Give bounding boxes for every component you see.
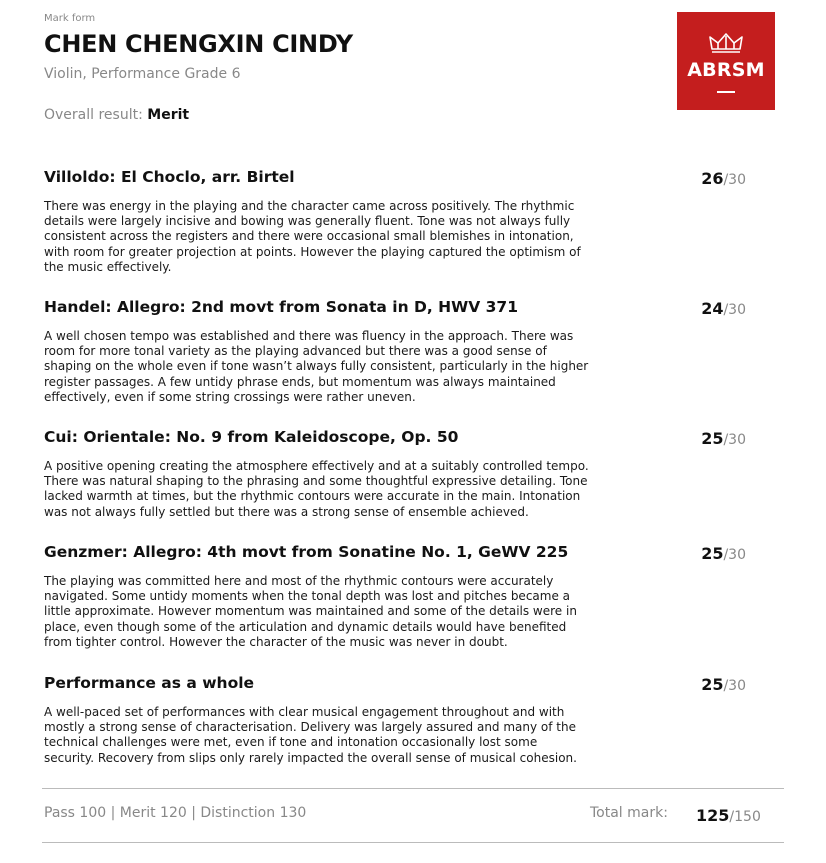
piece-score [701, 675, 746, 694]
piece-section [44, 543, 756, 650]
piece-section [44, 168, 756, 275]
overall-result-label: Overall result: [44, 107, 143, 123]
footer-divider-bottom [42, 842, 784, 843]
piece-title: Handel: Allegro: 2nd movt from Sonata in D, HWV 371 [44, 298, 518, 316]
exam-subtitle: Violin, Performance Grade 6 [44, 66, 241, 82]
piece-mark: 24 [701, 299, 724, 318]
abrsm-wordmark: ABRSM [687, 59, 765, 81]
piece-max-mark: /30 [723, 678, 746, 694]
examiner-comment: A positive opening creating the atmosphere effectively and at a suitably controlled tempo. There was natural shaping to the phrasing and some thoughtful expressive detailing. Tone lacked warmth at times, but the rhythmic contours were accurate in the main. Intonation was not always fully settled but there was a strong sense of ensemble achieved. [44, 459, 589, 519]
piece-score [701, 169, 746, 188]
document-type-label: Mark form [44, 13, 96, 24]
examiner-comment: The playing was committed here and most of the rhythmic contours were accurately navigated. Some untidy moments when the tonal depth was lost and pitches became a little approximate. However momentum was maintained and some of the details were in place, even though some of the articulation and dynamic details would have benefited from tighter control. However the character of the music was never in doubt. [44, 574, 577, 649]
piece-max-mark: /30 [723, 432, 746, 448]
piece-mark: 25 [701, 675, 724, 694]
abrsm-logo [677, 12, 775, 110]
piece-score [701, 544, 746, 563]
piece-score [701, 429, 746, 448]
crown-icon [707, 32, 745, 54]
examiner-comment: A well-paced set of performances with clear musical engagement throughout and with mostly a strong sense of characterisation. Delivery was largely assured and many of the technical challenges were met, even if tone and intonation occasionally lost some security. Recovery from slips only rarely impacted the overall sense of musical cohesion. [44, 705, 577, 765]
logo-underline [717, 91, 735, 93]
overall-result-value: Merit [147, 107, 190, 123]
piece-title: Cui: Orientale: No. 9 from Kaleidoscope, Op. 50 [44, 428, 459, 446]
candidate-name: CHEN CHENGXIN CINDY [44, 30, 353, 58]
examiner-comment: A well chosen tempo was established and there was fluency in the approach. There was room for more tonal variety as the playing advanced but there was a good sense of shaping on the whole even if tone wasn’t always fully consistent, particularly in the higher register passages. A few untidy phrase ends, but momentum was always maintained effectively, even if some string crossings were rather uneven. [44, 329, 589, 404]
examiner-comment: There was energy in the playing and the character came across positively. The rhythmic details were largely incisive and bowing was generally fluent. Tone was not always fully consistent across the registers and there were occasional small blemishes in intonation, with room for greater projection at points. However the playing captured the optimism of the music effectively. [44, 199, 581, 274]
grade-thresholds: Pass 100 | Merit 120 | Distinction 130 [44, 805, 307, 821]
piece-score [701, 299, 746, 318]
piece-title: Villoldo: El Choclo, arr. Birtel [44, 168, 295, 186]
piece-title: Genzmer: Allegro: 4th movt from Sonatine No. 1, GeWV 225 [44, 543, 569, 561]
total-mark [696, 806, 761, 825]
piece-section [44, 298, 756, 405]
piece-title: Performance as a whole [44, 674, 255, 692]
total-mark-max: /150 [729, 809, 761, 825]
overall-performance-section [44, 674, 756, 766]
piece-mark: 25 [701, 544, 724, 563]
piece-mark: 26 [701, 169, 724, 188]
piece-max-mark: /30 [723, 302, 746, 318]
total-mark-value: 125 [696, 806, 730, 825]
piece-max-mark: /30 [723, 172, 746, 188]
footer-divider-top [42, 788, 784, 789]
piece-mark: 25 [701, 429, 724, 448]
piece-section [44, 428, 756, 520]
overall-result [44, 107, 189, 123]
piece-max-mark: /30 [723, 547, 746, 563]
total-mark-label: Total mark: [590, 805, 668, 821]
